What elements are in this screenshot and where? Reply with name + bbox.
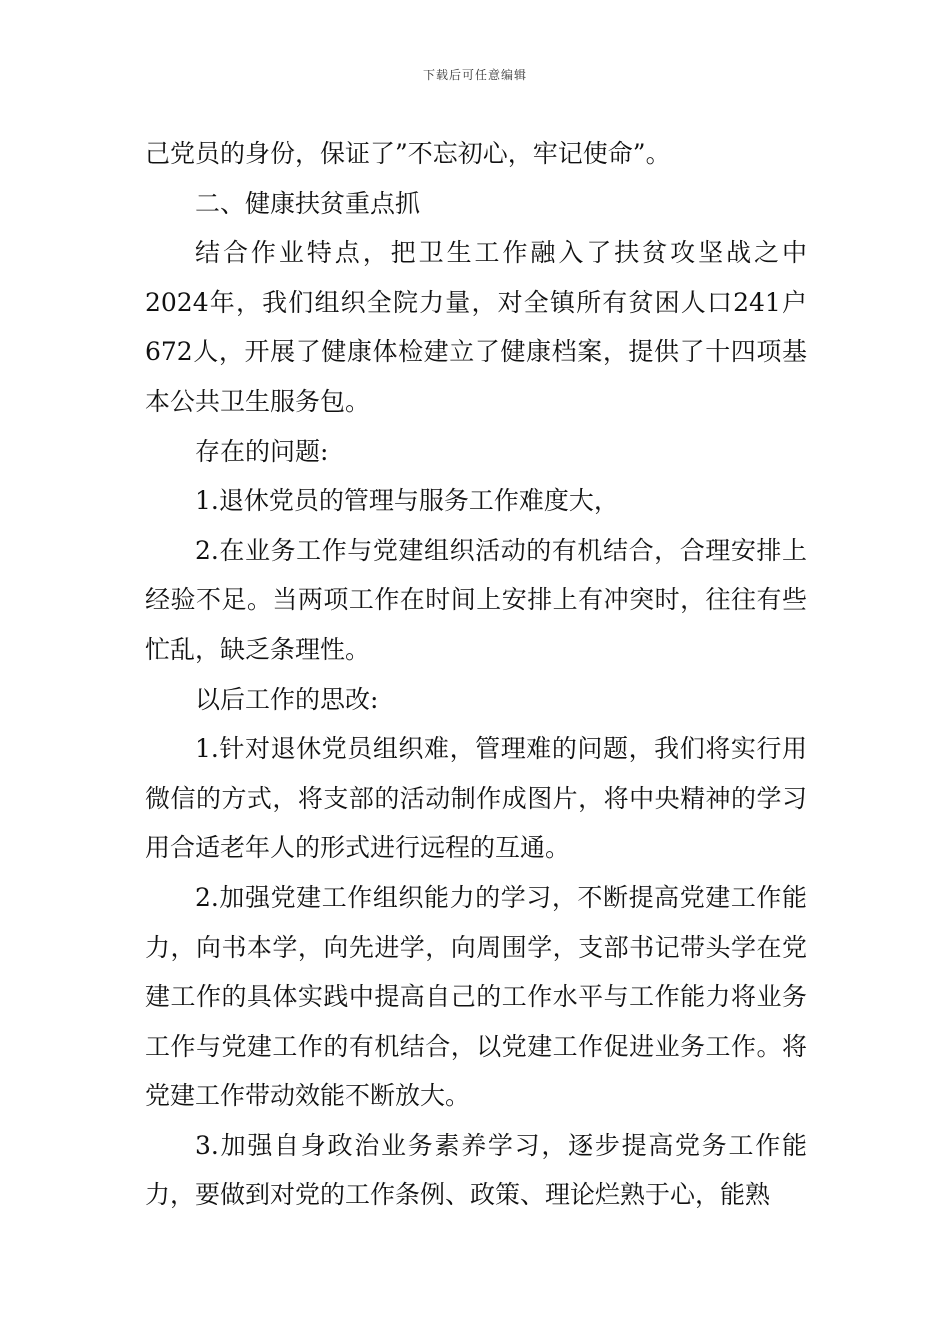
page-header: 下载后可任意编辑 (422, 68, 527, 82)
paragraph-health-poverty: 结合作业特点，把卫生工作融入了扶贫攻坚战之中2024年，我们组织全院力量，对全镇所有贫困人口241户672人，开展了健康体检建立了健康档案，提供了十四项基本公共卫生服务包。 (145, 238, 807, 416)
improvement-item-2: 2.加强党建工作组织能力的学习，不断提高党建工作能力，向书本学，向先进学，向周围学，支部书记带头学在党建工作的具体实践中提高自己的工作水平与工作能力将业务工作与党建工作的有机结合，以党建工作促进业务工作。将党建工作带动效能不断放大。 (145, 882, 807, 1111)
heading-future-work: 以后工作的思改: (195, 684, 379, 714)
heading-existing-problems: 存在的问题: (195, 436, 329, 466)
improvement-item-3: 3.加强自身政治业务素养学习，逐步提高党务工作能力，要做到对党的工作条例、政策、理论烂熟于心，能熟 (145, 1130, 807, 1210)
problem-item-2: 2.在业务工作与党建组织活动的有机结合，合理安排上经验不足。当两项工作在时间上安排上有冲突时，往往有些忙乱，缺乏条理性。 (145, 535, 807, 664)
improvement-item-1: 1.针对退休党员组织难，管理难的问题，我们将实行用微信的方式，将支部的活动制作成图片，将中央精神的学习用合适老年人的形式进行远程的互通。 (145, 734, 807, 863)
section-heading-health-poverty: 二、健康扶贫重点抓 (195, 188, 421, 218)
document-body (145, 129, 807, 1220)
problem-item-1: 1.退休党员的管理与服务工作难度大， (195, 486, 619, 516)
paragraph-continuation: 己党员的身份，保证了”不忘初心，牢记使命”。 (145, 139, 671, 168)
